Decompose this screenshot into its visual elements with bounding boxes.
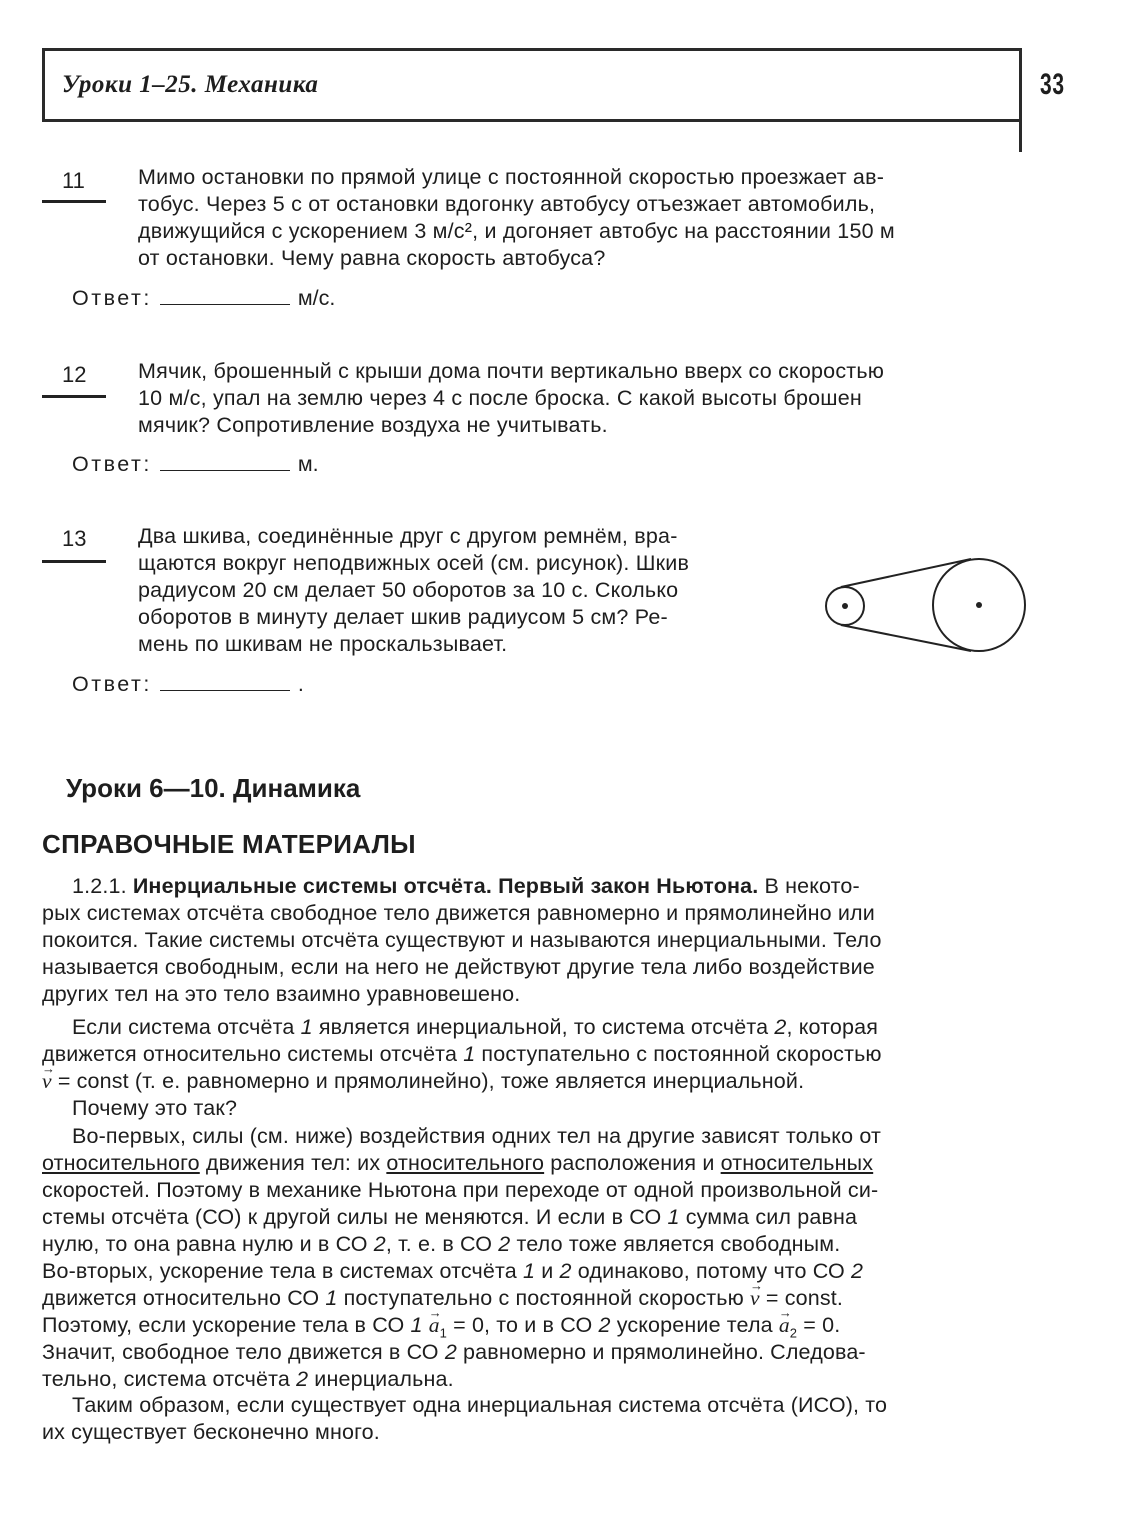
task-11-line: тобус. Через 5 с от остановки вдогонку автобусу отъезжает автомобиль, <box>138 192 876 216</box>
ref-italic: 2 <box>774 1015 787 1039</box>
ref-line: скоростей. Поэтому в механике Ньютона при переходе от одной произвольной си- <box>42 1178 879 1202</box>
ref-underlined: относительных <box>720 1151 874 1175</box>
section-title: Уроки 6—10. Динамика <box>66 773 361 803</box>
ref-text: , т. е. в СО <box>385 1232 493 1256</box>
ref-text: Если система отсчёта <box>72 1015 295 1039</box>
task-12-number: 12 <box>62 362 87 387</box>
ref-text: = const (т. е. равномерно и прямолинейно), тоже является инерциальной. <box>57 1069 805 1093</box>
answer-unit: . <box>297 672 304 696</box>
task-11-dash <box>42 200 106 203</box>
task-11-number: 11 <box>62 168 85 193</box>
ref-line: рых системах отсчёта свободное тело движется равномерно и прямолинейно или <box>42 901 875 925</box>
ref-underlined: относительного <box>386 1151 545 1175</box>
ref-line <box>42 1366 1027 1393</box>
answer-unit: м/с. <box>297 286 336 310</box>
ref-text: стемы отсчёта (СО) к другой силы не меняются. И если в СО <box>42 1205 662 1229</box>
ref-underlined: относительного <box>42 1151 200 1175</box>
ref-italic: 1 <box>463 1042 476 1066</box>
task-13-line: радиусом 20 см делает 50 оборотов за 10 с. Сколько <box>138 578 679 602</box>
answer-label: Ответ: <box>72 672 152 696</box>
ref-subscript: 1 <box>439 1325 447 1341</box>
ref-text: , которая <box>786 1015 879 1039</box>
ref-line <box>42 1204 1027 1231</box>
task-11-line: Мимо остановки по прямой улице с постоянной скоростью проезжает ав- <box>138 165 885 189</box>
ref-text: тельно, система отсчёта <box>42 1367 290 1391</box>
task-13-line: щаются вокруг неподвижных осей (см. рисунок). Шкив <box>138 551 690 575</box>
task-12-line: Мячик, брошенный с крыши дома почти вертикально вверх со скоростью <box>138 359 885 383</box>
answer-blank[interactable] <box>160 469 290 471</box>
ref-italic: 1 <box>325 1286 338 1310</box>
task-13-dash <box>42 560 106 563</box>
ref-line <box>42 1068 1027 1095</box>
answer-unit: м. <box>297 452 319 476</box>
ref-line: покоится. Такие системы отсчёта существуют и называются инерциальными. Тело <box>42 928 882 952</box>
ref-line: Во-первых, силы (см. ниже) воздействия одних тел на другие зависят только от <box>72 1124 881 1148</box>
ref-italic: 2 <box>598 1313 611 1337</box>
ref-italic: 2 <box>444 1340 457 1364</box>
ref-line <box>72 873 1027 900</box>
ref-line: Почему это так? <box>72 1096 238 1120</box>
chapter-title: Уроки 1–25. Механика <box>62 71 319 98</box>
task-13-line: мень по шкивам не проскальзывает. <box>138 632 508 656</box>
ref-text: сумма сил равна <box>685 1205 858 1229</box>
task-13-answer <box>72 672 304 697</box>
pulley-figure <box>815 555 1035 665</box>
task-13-line: оборотов в минуту делает шкив радиусом 5 см? Ре- <box>138 605 668 629</box>
task-12-line: 10 м/с, упал на землю через 4 с после броска. С какой высоты брошен <box>138 386 862 410</box>
answer-label: Ответ: <box>72 452 152 476</box>
ref-text: поступательно с постоянной скоростью <box>343 1286 744 1310</box>
ref-text: является инерциальной, то система отсчёта <box>318 1015 769 1039</box>
task-11-answer <box>72 286 335 311</box>
header-rule <box>1019 48 1022 152</box>
acceleration-vector: → a <box>429 1313 440 1337</box>
ref-num: 1.2.1. <box>72 874 127 898</box>
answer-blank[interactable] <box>160 689 290 691</box>
ref-line <box>42 1339 1027 1366</box>
ref-text: и <box>541 1259 554 1283</box>
acceleration-vector: → a <box>779 1313 790 1337</box>
ref-text: ускорение тела <box>616 1313 773 1337</box>
velocity-vector: → v <box>750 1286 760 1310</box>
task-12-line: мячик? Сопротивление воздуха не учитывать. <box>138 413 608 437</box>
small-pulley-axis <box>842 603 848 609</box>
task-12-dash <box>42 395 106 398</box>
ref-text: = const. <box>765 1286 843 1310</box>
task-11-line: от остановки. Чему равна скорость автобуса? <box>138 246 606 270</box>
task-13-number: 13 <box>62 526 87 551</box>
ref-line: Таким образом, если существует одна инерциальная система отсчёта (ИСО), то <box>72 1393 888 1417</box>
ref-text: Поэтому, если ускорение тела в СО <box>42 1313 405 1337</box>
ref-italic: 1 <box>300 1015 313 1039</box>
ref-text: Значит, свободное тело движется в СО <box>42 1340 439 1364</box>
ref-text: нулю, то она равна нулю и в СО <box>42 1232 368 1256</box>
task-11-line: движущийся с ускорением 3 м/с², и догоняет автобус на расстоянии 150 м <box>138 219 895 243</box>
velocity-vector: → v <box>42 1069 52 1093</box>
ref-italic: 1 <box>522 1259 536 1283</box>
answer-blank[interactable] <box>160 303 290 305</box>
ref-line <box>42 1258 1027 1285</box>
belt-top <box>841 559 971 587</box>
ref-text: движется относительно системы отсчёта <box>42 1042 458 1066</box>
reference-title: СПРАВОЧНЫЕ МАТЕРИАЛЫ <box>42 829 416 859</box>
ref-italic: 2 <box>373 1232 386 1256</box>
ref-text: = 0, то и в СО <box>453 1313 593 1337</box>
ref-text: одинаково, потому что СО <box>577 1259 845 1283</box>
ref-italic: 2 <box>559 1259 572 1283</box>
page-number: 33 <box>1040 68 1065 101</box>
ref-italic: 1 <box>410 1313 423 1337</box>
ref-text: движется относительно СО <box>42 1286 320 1310</box>
task-12-answer <box>72 452 319 477</box>
ref-text: Во-вторых, ускорение тела в системах отсчёта <box>42 1259 517 1283</box>
ref-italic: 2 <box>296 1367 309 1391</box>
ref-text: = 0. <box>803 1313 841 1337</box>
ref-italic: 2 <box>498 1232 511 1256</box>
ref-text: тело тоже является свободным. <box>516 1232 841 1256</box>
belt-bottom <box>841 625 971 651</box>
ref-text: расположения и <box>550 1151 715 1175</box>
ref-line <box>42 1150 1027 1177</box>
ref-line: называется свободным, если на него не действуют другие тела либо воздействие <box>42 955 875 979</box>
ref-text: В некото- <box>764 874 860 898</box>
ref-text: движения тел: их <box>205 1151 381 1175</box>
ref-line <box>42 1285 1027 1312</box>
ref-italic: 2 <box>851 1259 864 1283</box>
ref-line <box>72 1014 1027 1041</box>
large-pulley-axis <box>976 602 982 608</box>
ref-line: других тел на это тело взаимно уравновешено. <box>42 982 521 1006</box>
ref-heading: Инерциальные системы отсчёта. Первый закон Ньютона. <box>132 874 759 898</box>
ref-line <box>42 1041 1027 1068</box>
ref-text: поступательно с постоянной скоростью <box>481 1042 882 1066</box>
ref-line: их существует бесконечно много. <box>42 1420 380 1444</box>
ref-italic: 1 <box>667 1205 680 1229</box>
ref-text: равномерно и прямолинейно. Следова- <box>463 1340 866 1364</box>
ref-line <box>42 1231 1027 1258</box>
answer-label: Ответ: <box>72 286 152 310</box>
task-13-line: Два шкива, соединённые друг с другом ремнём, вра- <box>138 524 678 548</box>
ref-text: инерциальна. <box>314 1367 454 1391</box>
ref-subscript: 2 <box>789 1325 798 1341</box>
